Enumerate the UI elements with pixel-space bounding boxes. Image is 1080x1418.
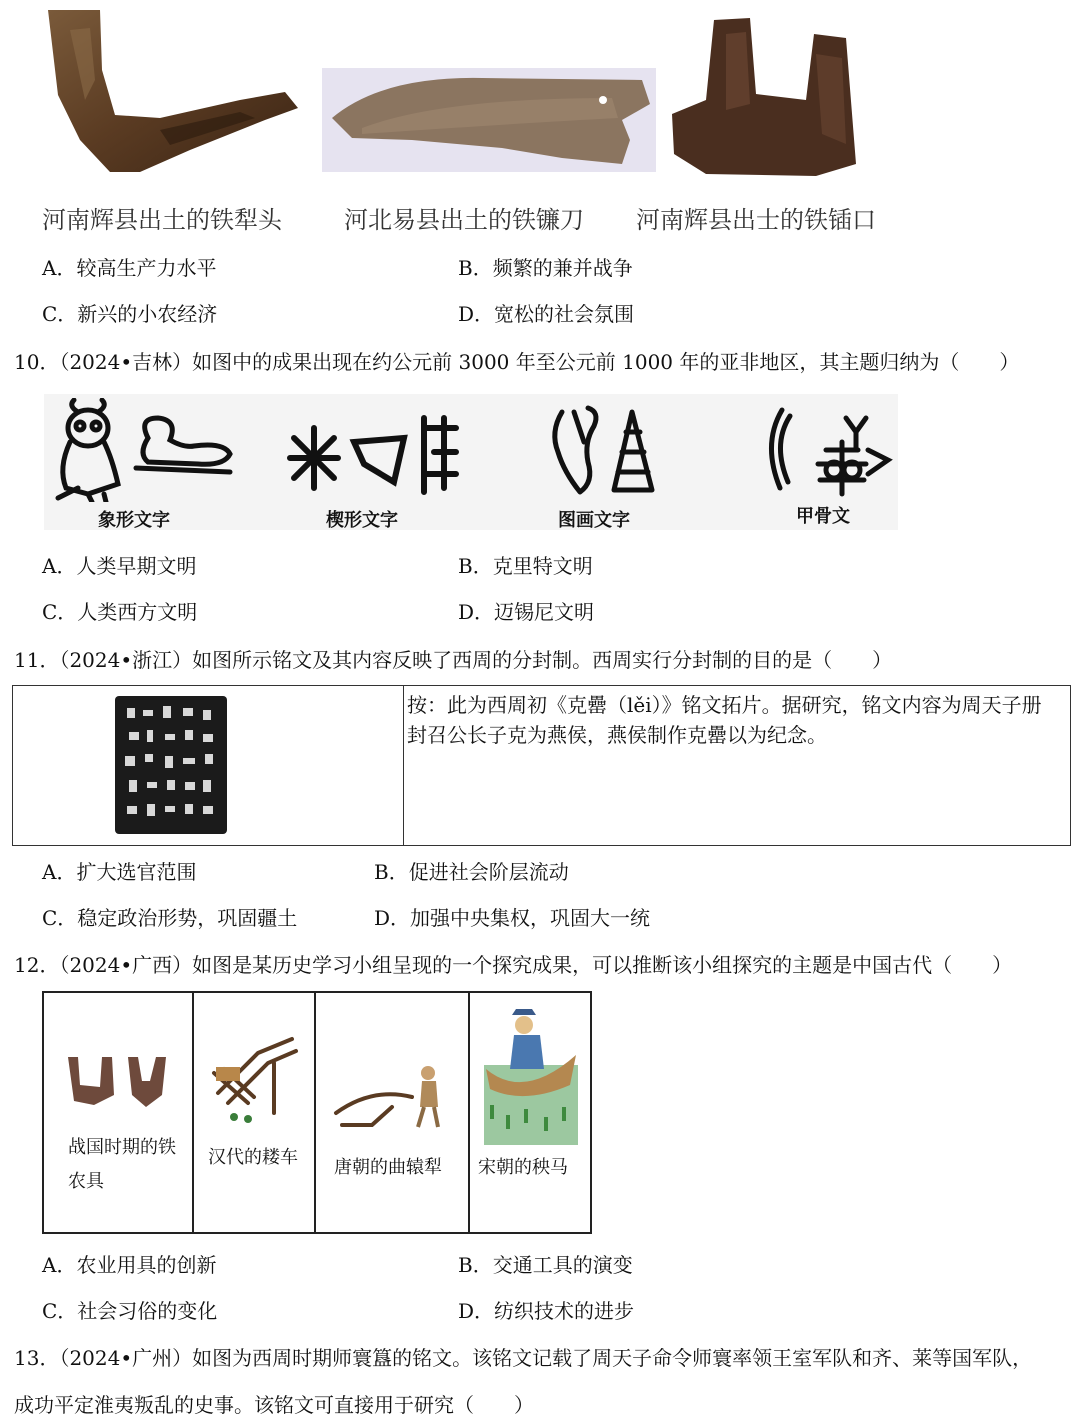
iron-farm-tools-image	[64, 1051, 174, 1111]
q10-option-b[interactable]: B．克里特文明	[458, 554, 593, 578]
q11-note-line-1: 按：此为西周初《克罍（lěi）》铭文拓片。据研究，铭文内容为周天子册	[407, 693, 1042, 717]
q11-table	[12, 685, 1071, 846]
q11-stem: 11．（2024•浙江）如图所示铭文及其内容反映了西周的分封制。西周实行分封制的目的是（ ）	[14, 648, 893, 672]
q10-option-d[interactable]: D．迈锡尼文明	[458, 600, 595, 624]
q11-rubbing-cell	[13, 686, 404, 845]
q10-option-a[interactable]: A．人类早期文明	[42, 554, 197, 578]
q9-option-b[interactable]: B．频繁的兼并战争	[458, 256, 633, 280]
q12-cell-seed-drill-label: 汉代的耧车	[208, 1147, 298, 1168]
q11-option-d[interactable]: D．加强中央集权，巩固大一统	[374, 906, 651, 930]
q12-result-table	[42, 991, 592, 1234]
q12-cell-rice-horse-label: 宋朝的秧马	[478, 1157, 568, 1178]
seed-drill-image	[208, 1033, 300, 1125]
q12-cell-seed-drill	[194, 993, 316, 1232]
q11-note-cell	[407, 690, 1067, 750]
q11-option-b[interactable]: B．促进社会阶层流动	[374, 860, 569, 884]
pictograph-symbols-image	[544, 402, 674, 502]
q10-label-hieroglyph: 象形文字	[98, 510, 170, 531]
hieroglyph-symbols-image	[48, 398, 238, 502]
q13-stem-line-2: 成功平定淮夷叛乱的史事。该铭文可直接用于研究（ ）	[14, 1393, 534, 1417]
q10-label-cuneiform: 楔形文字	[326, 510, 398, 531]
q9-caption-spade: 河南辉县出士的铁锸口	[636, 206, 876, 234]
q12-cell-rice-horse	[470, 993, 590, 1232]
q12-stem: 12．（2024•广西）如图是某历史学习小组呈现的一个探究成果，可以推断该小组探究的主题是中国古代（ ）	[14, 953, 1013, 977]
iron-spade-mouth-image	[666, 14, 862, 180]
q9-option-c[interactable]: C．新兴的小农经济	[42, 302, 218, 326]
q11-option-a[interactable]: A．扩大选官范围	[42, 860, 197, 884]
q11-note-line-2: 封召公长子克为燕侯，燕侯制作克罍以为纪念。	[407, 723, 827, 747]
iron-sickle-image	[322, 68, 656, 172]
q12-option-a[interactable]: A．农业用具的创新	[42, 1253, 217, 1277]
q12-cell-iron-tools-line-1: 战国时期的铁	[68, 1137, 176, 1158]
cuneiform-symbols-image	[284, 408, 464, 498]
q12-cell-iron-tools	[44, 993, 194, 1232]
q9-option-d[interactable]: D．宽松的社会氛围	[458, 302, 635, 326]
q9-caption-sickle: 河北易县出土的铁镰刀	[344, 206, 584, 234]
q12-option-c[interactable]: C．社会习俗的变化	[42, 1299, 218, 1323]
q12-option-b[interactable]: B．交通工具的演变	[458, 1253, 633, 1277]
q10-label-pictograph: 图画文字	[558, 510, 630, 531]
q10-stem: 10．（2024•吉林）如图中的成果出现在约公元前 3000 年至公元前 1000 年的亚非地区，其主题归纳为（ ）	[14, 350, 1020, 374]
q10-option-c[interactable]: C．人类西方文明	[42, 600, 198, 624]
q12-cell-curved-plough-label: 唐朝的曲辕犁	[334, 1157, 442, 1178]
q9-caption-plough: 河南辉县出土的铁犁头	[42, 206, 282, 234]
curved-shaft-plough-image	[332, 1057, 454, 1129]
q12-cell-iron-tools-line-2: 农具	[68, 1171, 104, 1192]
inscription-rubbing-image	[113, 694, 229, 836]
rice-transplanting-horse-image	[484, 1005, 578, 1145]
q10-scripts-figure	[44, 394, 898, 530]
q12-cell-iron-tools-label	[68, 1131, 176, 1199]
q11-option-c[interactable]: C．稳定政治形势，巩固疆土	[42, 906, 298, 930]
iron-plough-head-image	[40, 0, 310, 180]
q12-option-d[interactable]: D．纺织技术的进步	[458, 1299, 635, 1323]
oracle-bone-symbols-image	[756, 404, 896, 500]
q9-option-a[interactable]: A．较高生产力水平	[42, 256, 217, 280]
q9-artifact-photos	[0, 0, 1080, 190]
q13-stem-line-1: 13．（2024•广州）如图为西周时期师寰簋的铭文。该铭文记载了周天子命令师寰率领王室军队和齐、莱等国军队，	[14, 1346, 1033, 1370]
q10-label-oracle-bone: 甲骨文	[796, 506, 850, 527]
q12-cell-curved-plough	[316, 993, 470, 1232]
